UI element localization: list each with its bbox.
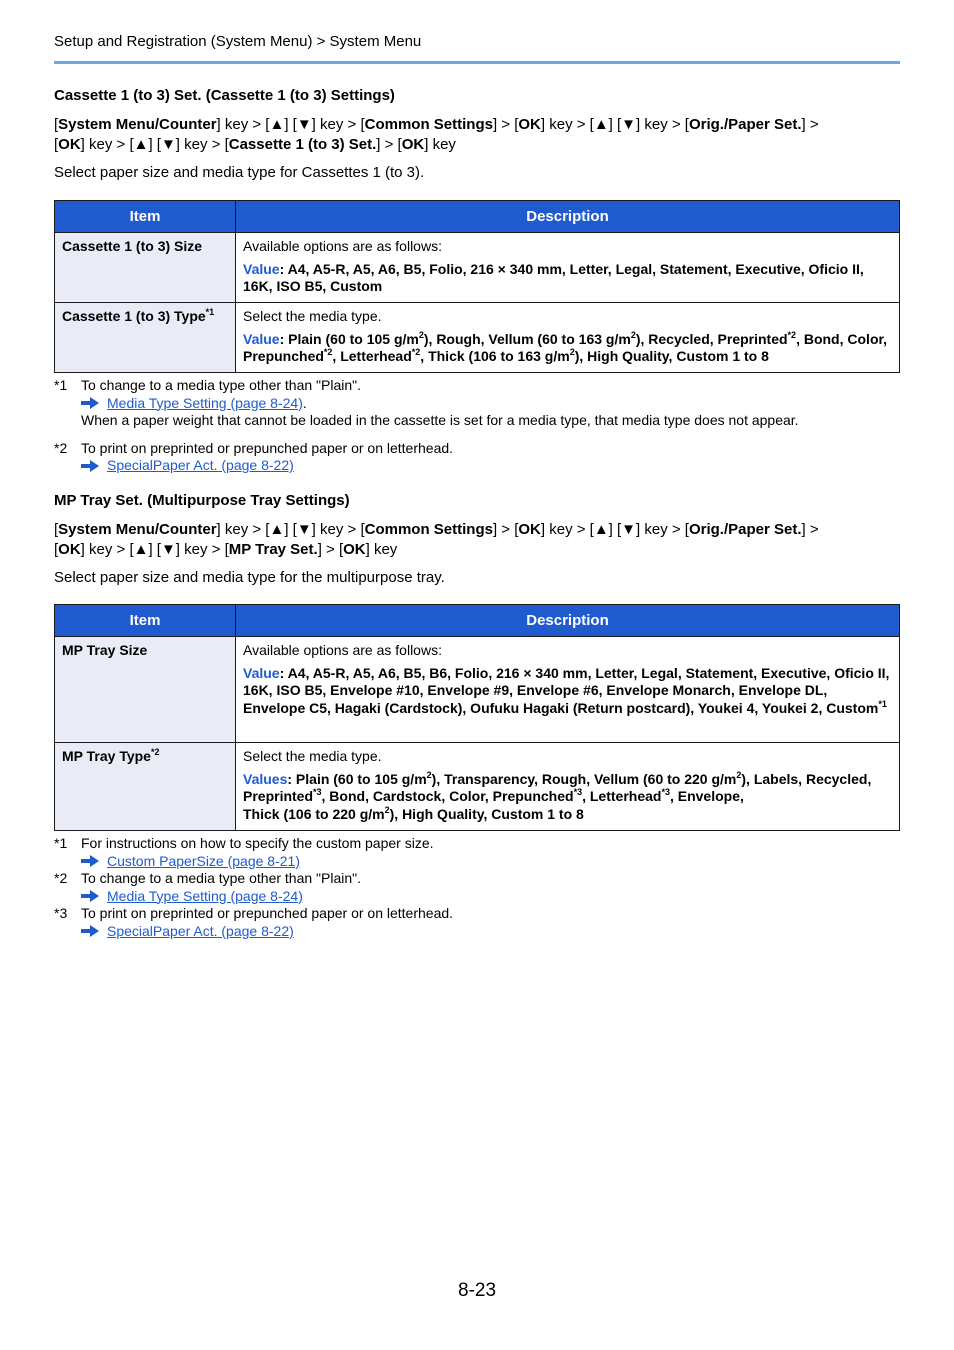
arrow-right-icon	[81, 460, 99, 472]
column-header-description: Description	[236, 605, 900, 637]
description-cell: Select the media type. Values: Plain (60 to 105 $g/m^2$), Transparency, Rough, Vellum (60 to 220 $g/m^2$), Labels, Recycled, Preprinted$^{*3}$, Bond, Cardstock, Color, Prepunched$^{*3}$, Letterhead$^{*3}$, Envelope, Thick (106 to 220 $g/m^2$), High Quality, Custom 1 to 8	[236, 743, 900, 831]
arrow-right-icon	[81, 925, 99, 937]
key-path: [System Menu/Counter] key > [▲] [▼] key > [Common Settings] > [OK] key > [▲] [▼] key > [Orig./Paper Set.] > [OK] key > [▲] [▼] key > [MP Tray Set.] > [OK] key	[54, 521, 819, 558]
cassette-section	[54, 87, 900, 182]
section-title: MP Tray Set. (Multipurpose Tray Settings)	[54, 492, 350, 509]
footnote: *1 For instructions on how to specify the custom paper size. Custom PaperSize (page 8-21)	[54, 835, 434, 869]
item-cell: MP Tray Size	[55, 637, 236, 743]
cassette-footnotes	[54, 377, 900, 475]
table-header-row	[55, 201, 900, 233]
footnote: *2 To change to a media type other than "Plain". Media Type Setting (page 8-24)	[54, 870, 362, 904]
cassette-settings-table	[54, 200, 900, 373]
mp-tray-settings-table	[54, 604, 900, 831]
table-row	[55, 233, 900, 303]
link-media-type-setting[interactable]: Media Type Setting (page 8-24)	[107, 887, 303, 904]
link-custom-papersize[interactable]: Custom PaperSize (page 8-21)	[107, 852, 300, 869]
column-header-item: Item	[55, 201, 236, 233]
mp-tray-section	[54, 492, 900, 587]
link-specialpaper-act[interactable]: SpecialPaper Act. (page 8-22)	[107, 922, 294, 939]
footnote: *3 To print on preprinted or prepunched paper or on letterhead. SpecialPaper Act. (page 8-22)	[54, 905, 454, 939]
description-cell: Available options are as follows: Value: A4, A5-R, A5, A6, B5, B6, Folio, 216 × 340 mm, Letter, Legal, Statement, Executive, Oficio II, 16K, ISO B5, Envelope #10, Envelope #9, Envelope #6, Envelope Monarch, Envelope DL, Envelope C5, Hagaki (Cardstock), Oufuku Hagaki (Return postcard), Youkei 4, Youkei 2, Custom$^{*1}$	[236, 637, 900, 743]
header-divider	[54, 61, 900, 64]
description-cell: Available options are as follows: Value: A4, A5-R, A5, A6, B5, Folio, 216 × 340 mm, Letter, Legal, Statement, Executive, Oficio II, 16K, ISO B5, Custom	[236, 233, 900, 303]
item-cell: Cassette 1 (to 3) Size	[55, 233, 236, 303]
footnote: *2 To print on preprinted or prepunched paper or on letterhead. SpecialPaper Act. (page 8-22)	[54, 439, 454, 473]
column-header-description: Description	[236, 201, 900, 233]
section-intro: Select paper size and media type for the multipurpose tray.	[54, 569, 445, 586]
breadcrumb: Setup and Registration (System Menu) > System Menu	[54, 33, 422, 50]
table-row	[55, 637, 900, 743]
arrow-right-icon	[81, 397, 99, 409]
item-cell: MP Tray Type$^{*2}$	[55, 743, 236, 831]
item-cell: Cassette 1 (to 3) Type$^{*1}$	[55, 303, 236, 373]
link-specialpaper-act[interactable]: SpecialPaper Act. (page 8-22)	[107, 457, 294, 473]
arrow-right-icon	[81, 890, 99, 902]
table-row	[55, 743, 900, 831]
key-path: [System Menu/Counter] key > [▲] [▼] key > [Common Settings] > [OK] key > [▲] [▼] key > [Orig./Paper Set.] > [OK] key > [▲] [▼] key > [Cassette 1 (to 3) Set.] > [OK] key	[54, 116, 819, 153]
mp-tray-footnotes	[54, 835, 900, 940]
arrow-right-icon	[81, 855, 99, 867]
column-header-item: Item	[55, 605, 236, 637]
table-header-row	[55, 605, 900, 637]
section-title: Cassette 1 (to 3) Set. (Cassette 1 (to 3) Settings)	[54, 87, 395, 104]
section-intro: Select paper size and media type for Cassettes 1 (to 3).	[54, 164, 425, 181]
page-number: 8-23	[458, 1280, 497, 1301]
footnote: *1 To change to a media type other than "Plain". Media Type Setting (page 8-24) . When a paper weight that cannot be loaded in the cassette is set for a media type, that media type does not appear.	[54, 377, 799, 428]
link-media-type-setting[interactable]: Media Type Setting (page 8-24)	[107, 394, 303, 411]
table-row	[55, 303, 900, 373]
description-cell: Select the media type. Value: Plain (60 to 105 $g/m^2$), Rough, Vellum (60 to 163 $g/m^2$), Recycled, Preprinted$^{*2}$, Bond, Color, Prepunched$^{*2}$, Letterhead$^{*2}$, Thick (106 to 163 $g/m^2$), High Quality, Custom 1 to 8	[236, 303, 900, 373]
